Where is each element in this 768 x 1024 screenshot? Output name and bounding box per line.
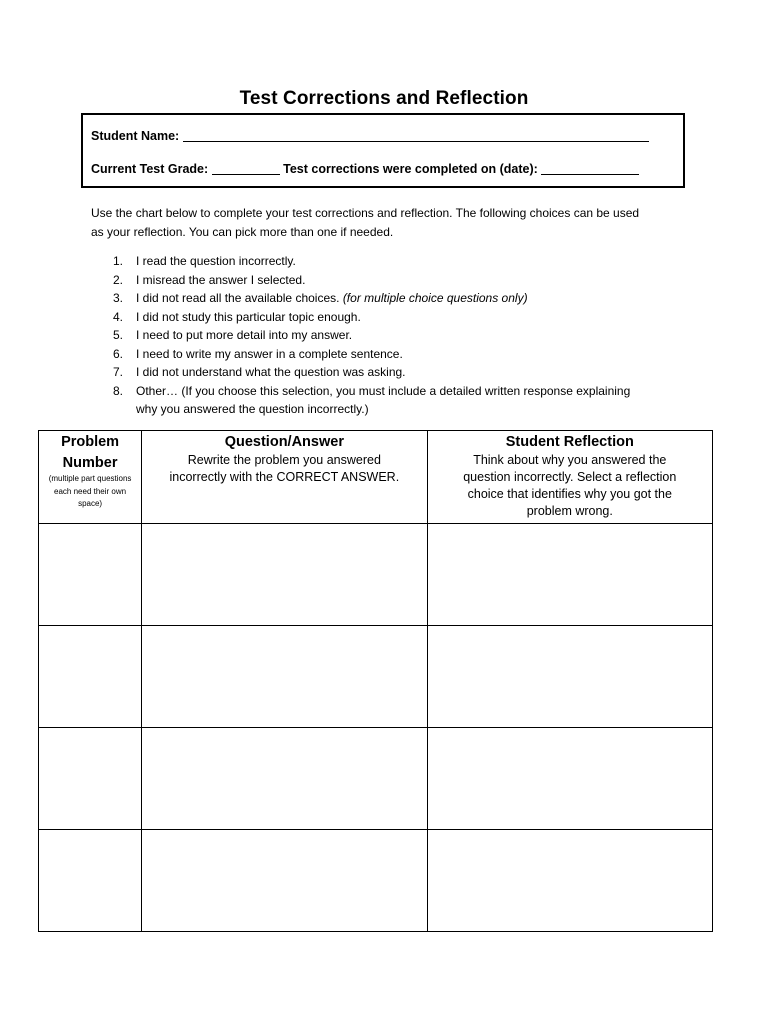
problem-number-cell[interactable] — [39, 626, 142, 728]
reflection-choices-list — [91, 252, 691, 419]
list-item: 1. I read the question incorrectly. — [113, 254, 296, 268]
student-reflection-cell[interactable] — [427, 626, 712, 728]
completed-date-field[interactable] — [541, 162, 639, 175]
completed-date-label: Test corrections were completed on (date): — [283, 162, 538, 176]
instructions-line-2: as your reflection. You can pick more than one if needed. — [91, 225, 394, 239]
problem-number-note: (multiple part questions each need their own space) — [48, 474, 132, 508]
student-name-row — [91, 127, 649, 143]
question-answer-cell[interactable] — [142, 728, 427, 830]
table-row — [39, 728, 713, 830]
problem-number-cell[interactable] — [39, 524, 142, 626]
list-item: 4. I did not study this particular topic enough. — [113, 309, 361, 324]
student-reflection-header: Student Reflection Think about why you answered the question incorrectly. Select a reflection choice that identifies why you got the problem wrong. — [427, 431, 712, 524]
corrections-table — [38, 430, 713, 932]
table-header-row — [39, 431, 713, 524]
instructions — [91, 204, 691, 242]
choice-note: (for multiple choice questions only) — [342, 291, 528, 305]
list-item: 3. I did not read all the available choices. (for multiple choice questions only) — [113, 291, 528, 305]
problem-number-cell[interactable] — [39, 728, 142, 830]
list-item: 6. I need to write my answer in a complete sentence. — [113, 346, 403, 361]
question-answer-cell[interactable] — [142, 626, 427, 728]
problem-number-cell[interactable] — [39, 830, 142, 932]
list-item: 5. I need to put more detail into my answer. — [113, 328, 353, 342]
student-name-field[interactable] — [183, 129, 649, 142]
table-row — [39, 524, 713, 626]
problem-number-header: Problem Number (multiple part questions each need their own space) — [39, 431, 142, 524]
question-answer-cell[interactable] — [142, 830, 427, 932]
current-grade-field[interactable] — [212, 162, 280, 175]
student-info-box — [81, 113, 685, 188]
grade-date-row — [91, 160, 639, 176]
page-title: Test Corrections and Reflection — [239, 88, 529, 109]
student-name-label: Student Name: — [91, 129, 180, 143]
list-item: 7. I did not understand what the question was asking. — [113, 365, 406, 379]
list-item: 8. Other… (If you choose this selection, you must include a detailed written response explaining why you answered the question incorrectly.) — [113, 383, 631, 416]
student-reflection-cell[interactable] — [427, 830, 712, 932]
student-reflection-cell[interactable] — [427, 728, 712, 830]
current-grade-label: Current Test Grade: — [91, 162, 209, 176]
question-answer-cell[interactable] — [142, 524, 427, 626]
student-reflection-cell[interactable] — [427, 524, 712, 626]
table-row — [39, 830, 713, 932]
question-answer-header: Question/Answer Rewrite the problem you answered incorrectly with the CORRECT ANSWER. — [142, 431, 427, 524]
table-row — [39, 626, 713, 728]
instructions-line-1: Use the chart below to complete your test corrections and reflection. The following choices can be used — [91, 206, 640, 220]
list-item: 2. I misread the answer I selected. — [113, 272, 306, 287]
